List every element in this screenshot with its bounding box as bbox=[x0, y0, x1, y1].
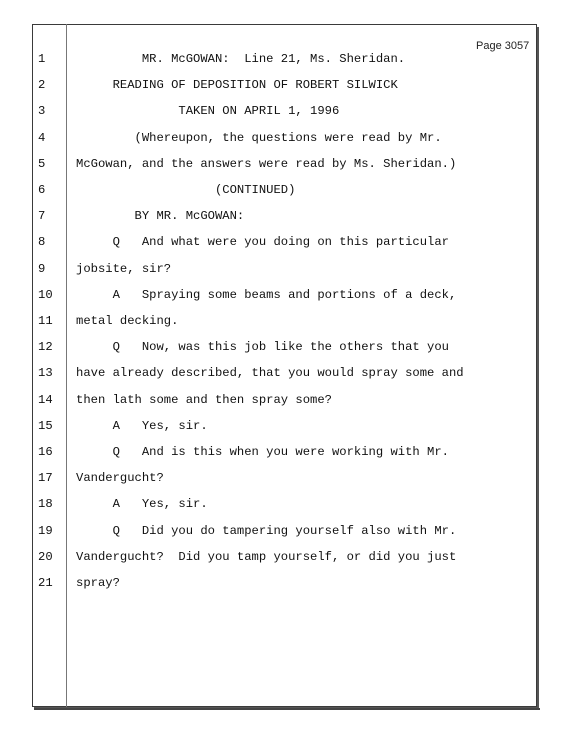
transcript-line bbox=[0, 439, 574, 465]
transcript-line bbox=[0, 360, 574, 386]
transcript-line bbox=[0, 518, 574, 544]
line-number: 1 bbox=[38, 52, 46, 66]
line-text: have already described, that you would spray some and bbox=[76, 366, 464, 381]
transcript-line bbox=[0, 46, 574, 72]
transcript-line bbox=[0, 413, 574, 439]
transcript-line bbox=[0, 98, 574, 124]
line-text: A Yes, sir. bbox=[76, 418, 208, 433]
line-text: jobsite, sir? bbox=[76, 261, 172, 276]
line-text: (CONTINUED) bbox=[76, 183, 296, 197]
page-bottom-shadow bbox=[34, 708, 540, 710]
line-number: 9 bbox=[38, 261, 46, 276]
transcript-line bbox=[0, 177, 574, 203]
line-number: 15 bbox=[38, 418, 53, 433]
line-number: 13 bbox=[38, 366, 53, 381]
line-text: spray? bbox=[76, 576, 120, 590]
line-text: Q And is this when you were working with Mr. bbox=[76, 445, 449, 459]
line-text: Q Now, was this job like the others that you bbox=[76, 340, 449, 355]
line-text: Vandergucht? bbox=[76, 471, 164, 486]
line-text: A Spraying some beams and portions of a deck, bbox=[76, 287, 457, 302]
line-number: 21 bbox=[38, 576, 53, 590]
transcript-line bbox=[0, 282, 574, 308]
transcript-line bbox=[0, 203, 574, 229]
line-number: 8 bbox=[38, 235, 46, 250]
line-number: 7 bbox=[38, 209, 46, 224]
line-text: MR. McGOWAN: Line 21, Ms. Sheridan. bbox=[76, 52, 406, 66]
line-text: A Yes, sir. bbox=[76, 497, 208, 512]
page-number-label: Page 3057 bbox=[476, 40, 530, 52]
line-number: 14 bbox=[38, 392, 53, 407]
transcript-line bbox=[0, 229, 574, 255]
line-number: 4 bbox=[38, 130, 46, 145]
line-number: 2 bbox=[38, 78, 46, 93]
line-number: 18 bbox=[38, 497, 53, 512]
line-number: 20 bbox=[38, 549, 53, 564]
line-number: 16 bbox=[38, 445, 53, 459]
transcript-line bbox=[0, 125, 574, 151]
line-text: then lath some and then spray some? bbox=[76, 392, 332, 407]
line-number: 11 bbox=[38, 314, 53, 328]
line-text: (Whereupon, the questions were read by Mr. bbox=[76, 130, 442, 145]
line-text: Q Did you do tampering yourself also with Mr. bbox=[76, 523, 457, 538]
transcript-line bbox=[0, 72, 574, 98]
line-text: metal decking. bbox=[76, 314, 179, 328]
line-number: 12 bbox=[38, 340, 53, 355]
transcript-line bbox=[0, 465, 574, 491]
line-text: Q And what were you doing on this particular bbox=[76, 235, 449, 250]
line-text: Vandergucht? Did you tamp yourself, or did you just bbox=[76, 549, 457, 564]
transcript-line bbox=[0, 308, 574, 334]
transcript-line bbox=[0, 334, 574, 360]
line-number: 10 bbox=[38, 287, 53, 302]
transcript-line bbox=[0, 544, 574, 570]
line-number: 5 bbox=[38, 156, 46, 171]
line-number: 3 bbox=[38, 104, 46, 119]
line-text: McGowan, and the answers were read by Ms. Sheridan.) bbox=[76, 156, 457, 171]
line-number: 17 bbox=[38, 471, 53, 486]
line-text: BY MR. McGOWAN: bbox=[76, 209, 245, 224]
line-text: READING OF DEPOSITION OF ROBERT SILWICK bbox=[76, 78, 398, 93]
transcript-line bbox=[0, 387, 574, 413]
line-text: TAKEN ON APRIL 1, 1996 bbox=[76, 104, 340, 119]
transcript-line bbox=[0, 151, 574, 177]
transcript-line bbox=[0, 491, 574, 517]
transcript-line bbox=[0, 570, 574, 596]
transcript-line bbox=[0, 256, 574, 282]
line-number: 6 bbox=[38, 183, 46, 197]
line-number: 19 bbox=[38, 523, 53, 538]
